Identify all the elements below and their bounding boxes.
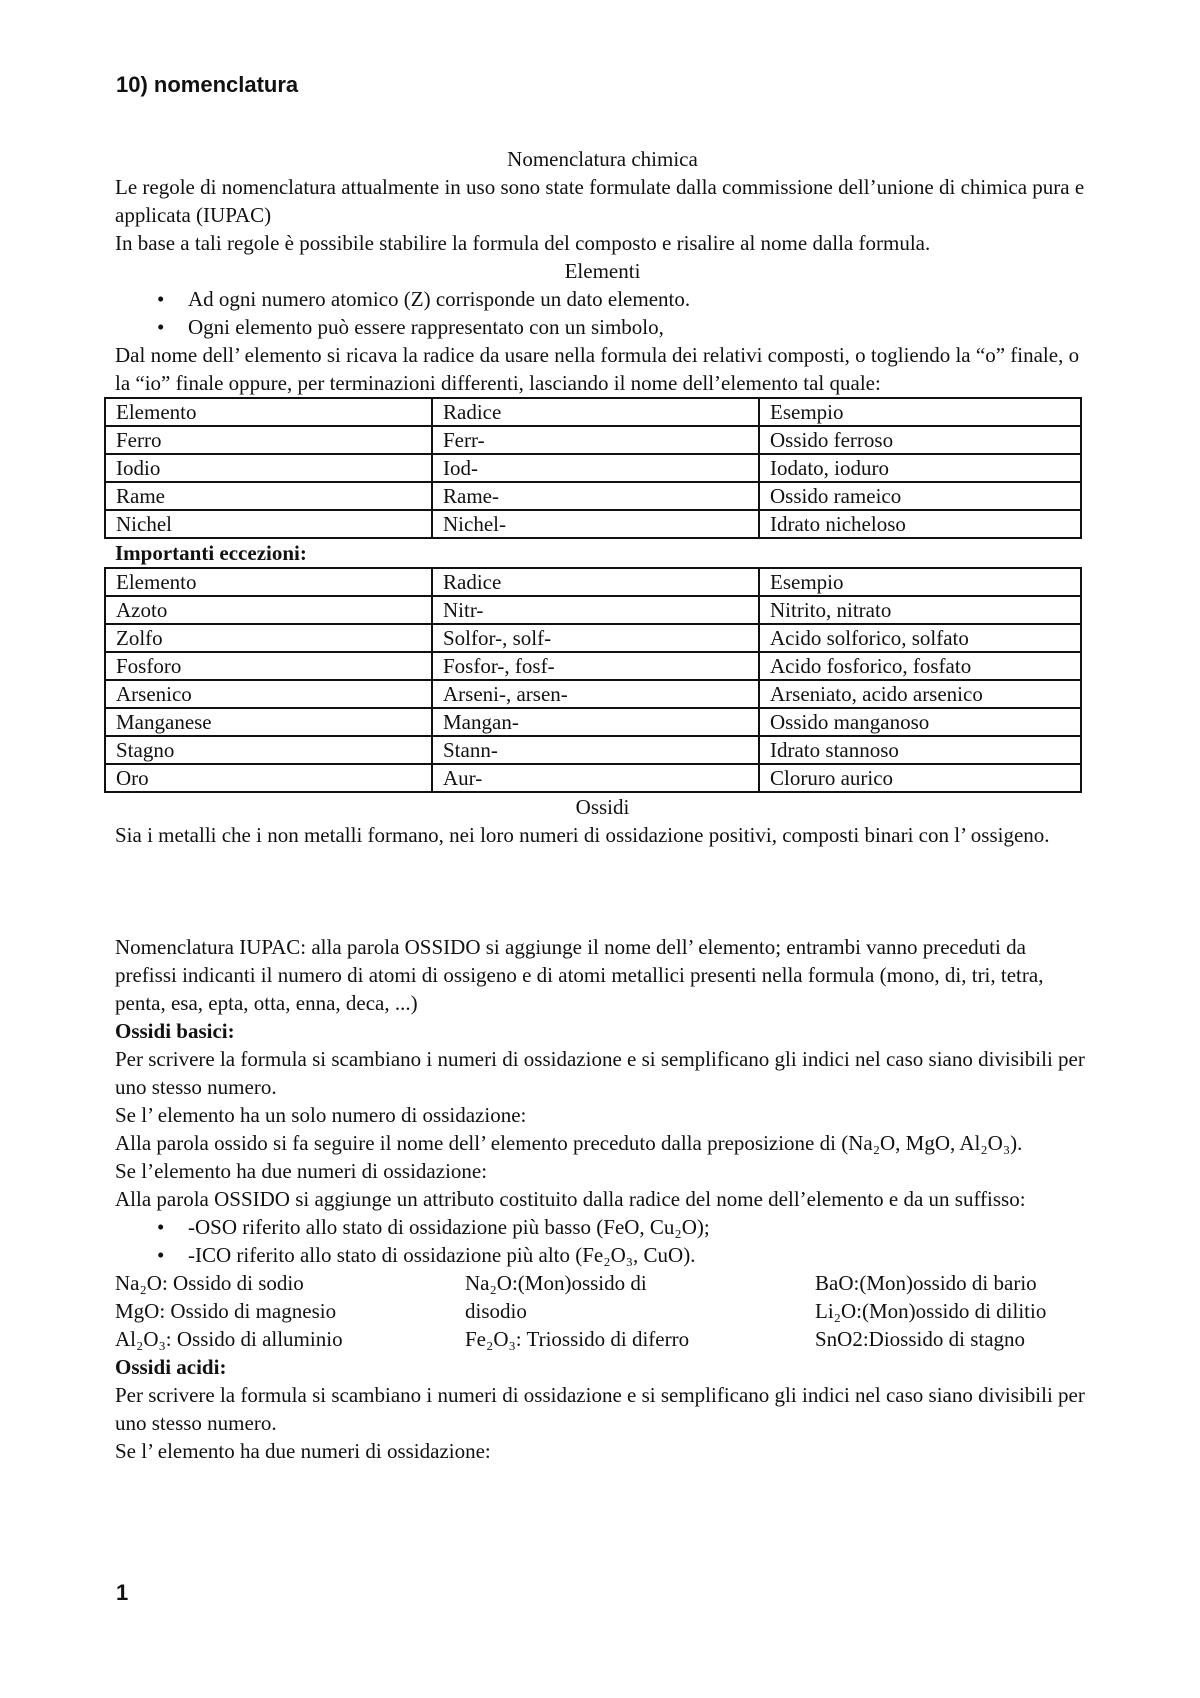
examples-grid [115, 1269, 1090, 1353]
table-row [105, 426, 1081, 454]
table-cell: Iodio [105, 454, 432, 482]
table-cell: Arsenico [105, 680, 432, 708]
table-cell: Cloruro aurico [759, 764, 1081, 792]
table-cell: Zolfo [105, 624, 432, 652]
list-item: • Ogni elemento può essere rappresentato con un simbolo, [157, 315, 664, 339]
table-cell: Ferro [105, 426, 432, 454]
table-header-cell: Esempio [759, 398, 1081, 426]
intro-paragraph-1: Le regole di nomenclatura attualmente in uso sono state formulate dalla commissione dell’unione di chimica pura e applicata (IUPAC) [115, 175, 1085, 227]
basici-paragraph: Per scrivere la formula si scambiano i numeri di ossidazione e si semplificano gli indici nel caso siano divisibili per uno stesso numero. [115, 1047, 1085, 1099]
iupac-paragraph: Nomenclatura IUPAC: alla parola OSSIDO si aggiunge il nome dell’ elemento; entrambi vanno preceduti da prefissi indicanti il numero di atomi di ossigeno e di atomi metallici presenti nella formula (mono, di, tri, tetra, penta, esa, epta, otta, enna, deca, ...) [115, 935, 1044, 1015]
table-cell: Oro [105, 764, 432, 792]
bullet-list-elementi [115, 285, 1090, 341]
acidi-paragraph: Per scrivere la formula si scambiano i numeri di ossidazione e si semplificano gli indici nel caso siano divisibili per uno stesso numero. [115, 1383, 1085, 1435]
page-number: 1 [116, 1580, 129, 1605]
example-item: disodio [465, 1299, 527, 1323]
document-title: Nomenclatura chimica [507, 147, 698, 171]
due-numeri-line: Se l’elemento ha due numeri di ossidazione: [115, 1159, 488, 1183]
table-cell: Solfor-, solf- [432, 624, 759, 652]
acidi-label: Ossidi acidi: [115, 1355, 227, 1379]
table-cell: Arseniato, acido arsenico [759, 680, 1081, 708]
table-cell: Ossido manganoso [759, 708, 1081, 736]
section-title-ossidi: Ossidi [575, 795, 630, 819]
bullet-icon: • [157, 1215, 165, 1239]
table-header-cell: Esempio [759, 568, 1081, 596]
acidi-due-line: Se l’ elemento ha due numeri di ossidazione: [115, 1439, 491, 1463]
table-row [105, 736, 1081, 764]
un-numero-paragraph: Alla parola ossido si fa seguire il nome dell’ elemento preceduto dalla preposizione di (Na₂O, MgO, Al₂O₃). [115, 1131, 1023, 1155]
table-cell: Fosfor-, fosf- [432, 652, 759, 680]
section-title-elementi: Elementi [564, 259, 641, 283]
table-row [105, 596, 1081, 624]
table-cell: Idrato nicheloso [759, 510, 1081, 538]
table-cell: Nitrito, nitrato [759, 596, 1081, 624]
table-row [105, 454, 1081, 482]
basici-label: Ossidi basici: [115, 1019, 235, 1043]
list-item: • Ad ogni numero atomico (Z) corrisponde un dato elemento. [157, 287, 691, 311]
table-cell: Nichel [105, 510, 432, 538]
spacer [115, 849, 1090, 933]
bullet-icon: • [157, 1243, 165, 1267]
table-row [105, 652, 1081, 680]
eccezioni-label: Importanti eccezioni: [115, 541, 307, 565]
radice-paragraph: Dal nome dell’ elemento si ricava la radice da usare nella formula dei relativi composti, o togliendo la “o” finale, o la “io” finale oppure, per terminazioni differenti, lasciando il nome dell’elemento tal quale: [115, 343, 1080, 395]
table-row [105, 482, 1081, 510]
example-item: Li₂O:(Mon)ossido di dilitio [815, 1299, 1047, 1323]
table-cell: Nitr- [432, 596, 759, 624]
example-item: Na₂O:(Mon)ossido di [465, 1271, 647, 1295]
table-cell: Manganese [105, 708, 432, 736]
bullet-icon: • [157, 287, 165, 311]
table-cell: Ferr- [432, 426, 759, 454]
table-cell: Stagno [105, 736, 432, 764]
table-cell: Acido solforico, solfato [759, 624, 1081, 652]
table-row [105, 510, 1081, 538]
table-cell: Acido fosforico, fosfato [759, 652, 1081, 680]
table-cell: Idrato stannoso [759, 736, 1081, 764]
table-cell: Stann- [432, 736, 759, 764]
table-cell: Rame- [432, 482, 759, 510]
ossidi-paragraph: Sia i metalli che i non metalli formano, nei loro numeri di ossidazione positivi, composti binari con l’ ossigeno. [115, 823, 1050, 847]
list-item: • -OSO riferito allo stato di ossidazione più basso (FeO, Cu₂O); [157, 1215, 710, 1239]
table-cell: Iod- [432, 454, 759, 482]
example-item: Na₂O: Ossido di sodio [115, 1271, 304, 1295]
list-item: • -ICO riferito allo stato di ossidazione più alto (Fe₂O₃, CuO). [157, 1243, 696, 1267]
example-item: Fe₂O₃: Triossido di diferro [465, 1327, 690, 1351]
bullet-list-suffissi [115, 1213, 1090, 1269]
un-numero-line: Se l’ elemento ha un solo numero di ossidazione: [115, 1103, 527, 1127]
table-header-cell: Radice [432, 568, 759, 596]
table-cell: Ossido rameico [759, 482, 1081, 510]
example-item: Al₂O₃: Ossido di alluminio [115, 1327, 343, 1351]
table-row [105, 624, 1081, 652]
table-header-cell: Elemento [105, 398, 432, 426]
table-cell: Nichel- [432, 510, 759, 538]
table-cell: Arseni-, arsen- [432, 680, 759, 708]
due-numeri-paragraph: Alla parola OSSIDO si aggiunge un attributo costituito dalla radice del nome dell’elemento e da un suffisso: [115, 1187, 1026, 1211]
table-header-row [105, 568, 1081, 596]
table-cell: Rame [105, 482, 432, 510]
table-cell: Azoto [105, 596, 432, 624]
table-row [105, 680, 1081, 708]
document-body [115, 145, 1090, 1465]
example-item: MgO: Ossido di magnesio [115, 1299, 337, 1323]
table-cell: Mangan- [432, 708, 759, 736]
table-eccezioni [104, 567, 1082, 793]
page-header: 10) nomenclatura [116, 72, 299, 97]
table-row [105, 708, 1081, 736]
example-item: SnO2:Diossido di stagno [815, 1327, 1026, 1351]
table-header-row [105, 398, 1081, 426]
intro-paragraph-2: In base a tali regole è possibile stabilire la formula del composto e risalire al nome dalla formula. [115, 231, 931, 255]
table-header-cell: Elemento [105, 568, 432, 596]
table-cell: Ossido ferroso [759, 426, 1081, 454]
example-item: BaO:(Mon)ossido di bario [815, 1271, 1037, 1295]
table-cell: Fosforo [105, 652, 432, 680]
table-cell: Iodato, ioduro [759, 454, 1081, 482]
table-header-cell: Radice [432, 398, 759, 426]
table-row [105, 764, 1081, 792]
table-cell: Aur- [432, 764, 759, 792]
table-radici [104, 397, 1082, 539]
bullet-icon: • [157, 315, 165, 339]
